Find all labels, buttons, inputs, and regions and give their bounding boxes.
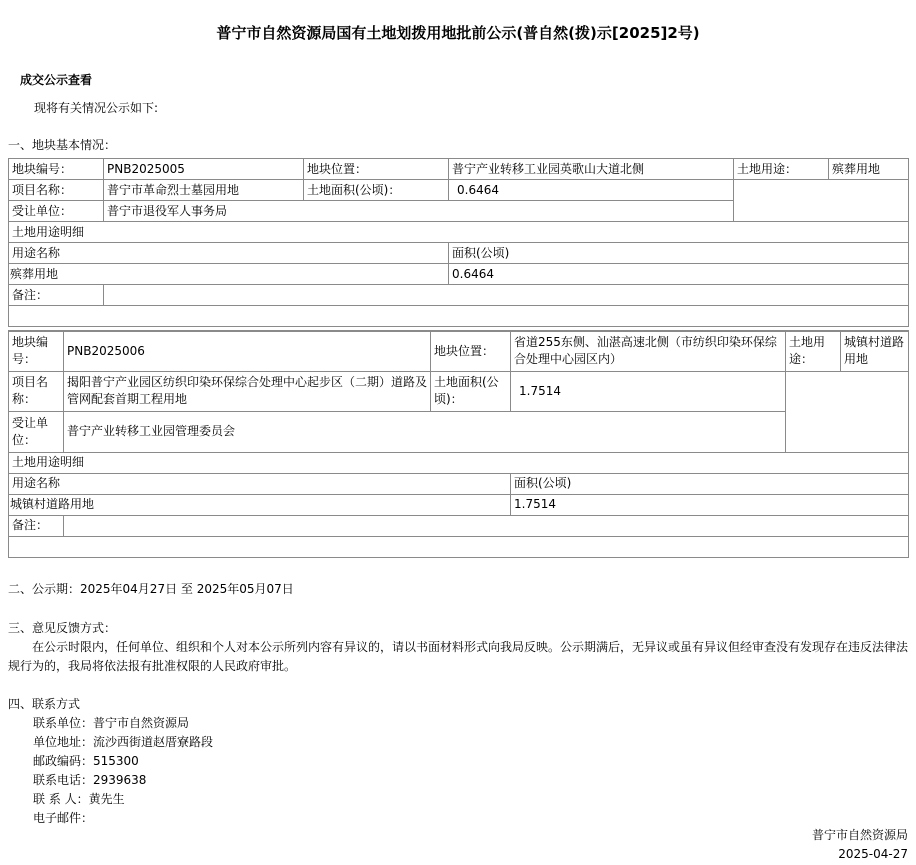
section3-body: 在公示时限内，任何单位、组织和个人对本公示所列内容有异议的，请以书面材料形式向我局反映。公示期满后，无异议或虽有异议但经审查没有发现存在违反法律法规行为的，我局将依法报有批准权限的人民政府审批。 (8, 640, 909, 673)
use-name-header: 用途名称 (9, 243, 449, 264)
use-area-header: 面积(公顷) (449, 243, 909, 264)
remark-value (104, 285, 909, 306)
location-label: 地块位置： (431, 331, 511, 371)
detail-name-value: 城镇村道路用地 (9, 494, 511, 515)
unit-label: 受让单位： (9, 201, 104, 222)
contact-phone: 联系电话：2939638 (33, 773, 147, 787)
area-value: 0.6464 (449, 180, 734, 201)
footer-org: 普宁市自然资源局 (811, 828, 908, 842)
footer-date: 2025-04-27 (838, 847, 908, 861)
contact-postcode: 邮政编码：515300 (33, 754, 139, 768)
use-label: 土地用途： (786, 331, 841, 371)
remark-value (64, 515, 909, 536)
empty-cell (786, 371, 909, 452)
footer-signature (812, 826, 908, 864)
intro-text: 现将有关情况公示如下: (34, 101, 159, 115)
location-label: 地块位置： (304, 159, 449, 180)
location-value: 省道255东侧、汕湛高速北侧（市纺织印染环保综合处理中心园区内） (511, 331, 786, 371)
remark-label: 备注： (9, 515, 64, 536)
detail-area-value: 0.6464 (449, 264, 909, 285)
project-value: 普宁市革命烈士墓园用地 (104, 180, 304, 201)
use-detail-heading: 土地用途明细 (9, 222, 909, 243)
section1-title: 一、地块基本情况： (8, 138, 117, 152)
detail-area-value: 1.7514 (511, 494, 909, 515)
spacer-row (9, 536, 909, 557)
parcel-table-2 (8, 330, 909, 558)
location-value: 普宁产业转移工业园英歌山大道北侧 (449, 159, 734, 180)
project-value: 揭阳普宁产业园区纺织印染环保综合处理中心起步区（二期）道路及管网配套首期工程用地 (64, 371, 431, 411)
contact-unit: 联系单位：普宁市自然资源局 (33, 716, 190, 730)
contact-person: 联 系 人：黄先生 (33, 792, 125, 806)
use-value: 殡葬用地 (829, 159, 909, 180)
parcel-no-label: 地块编号： (9, 331, 64, 371)
sub-heading: 成交公示查看 (20, 73, 93, 87)
contact-email: 电子邮件： (33, 811, 94, 825)
parcel-table-1 (8, 158, 909, 327)
unit-value: 普宁产业转移工业园管理委员会 (64, 411, 786, 452)
use-value: 城镇村道路用地 (841, 331, 909, 371)
use-area-header: 面积(公顷) (511, 473, 909, 494)
section3-title: 三、意见反馈方式： (8, 621, 117, 635)
area-label: 土地面积(公顷)： (304, 180, 449, 201)
spacer-row (9, 306, 909, 327)
use-detail-heading: 土地用途明细 (9, 452, 909, 473)
parcel-no-label: 地块编号： (9, 159, 104, 180)
parcel-no-value: PNB2025006 (64, 331, 431, 371)
empty-cell (734, 180, 909, 222)
section2-period: 二、公示期：2025年04月27日 至 2025年05月07日 (8, 582, 294, 596)
area-label: 土地面积(公顷)： (431, 371, 511, 411)
page-title: 普宁市自然资源局国有土地划拨用地批前公示(普自然(拨)示[2025]2号) (216, 24, 700, 42)
project-label: 项目名称： (9, 371, 64, 411)
project-label: 项目名称： (9, 180, 104, 201)
use-name-header: 用途名称 (9, 473, 511, 494)
detail-name-value: 殡葬用地 (9, 264, 449, 285)
contact-address: 单位地址：流沙西街道赵厝寮路段 (33, 735, 214, 749)
parcel-no-value: PNB2025005 (104, 159, 304, 180)
unit-value: 普宁市退役军人事务局 (104, 201, 734, 222)
section4-title: 四、联系方式 (8, 697, 81, 711)
contact-block (33, 714, 213, 828)
area-value: 1.7514 (511, 371, 786, 411)
use-label: 土地用途： (734, 159, 829, 180)
unit-label: 受让单位： (9, 411, 64, 452)
remark-label: 备注： (9, 285, 104, 306)
